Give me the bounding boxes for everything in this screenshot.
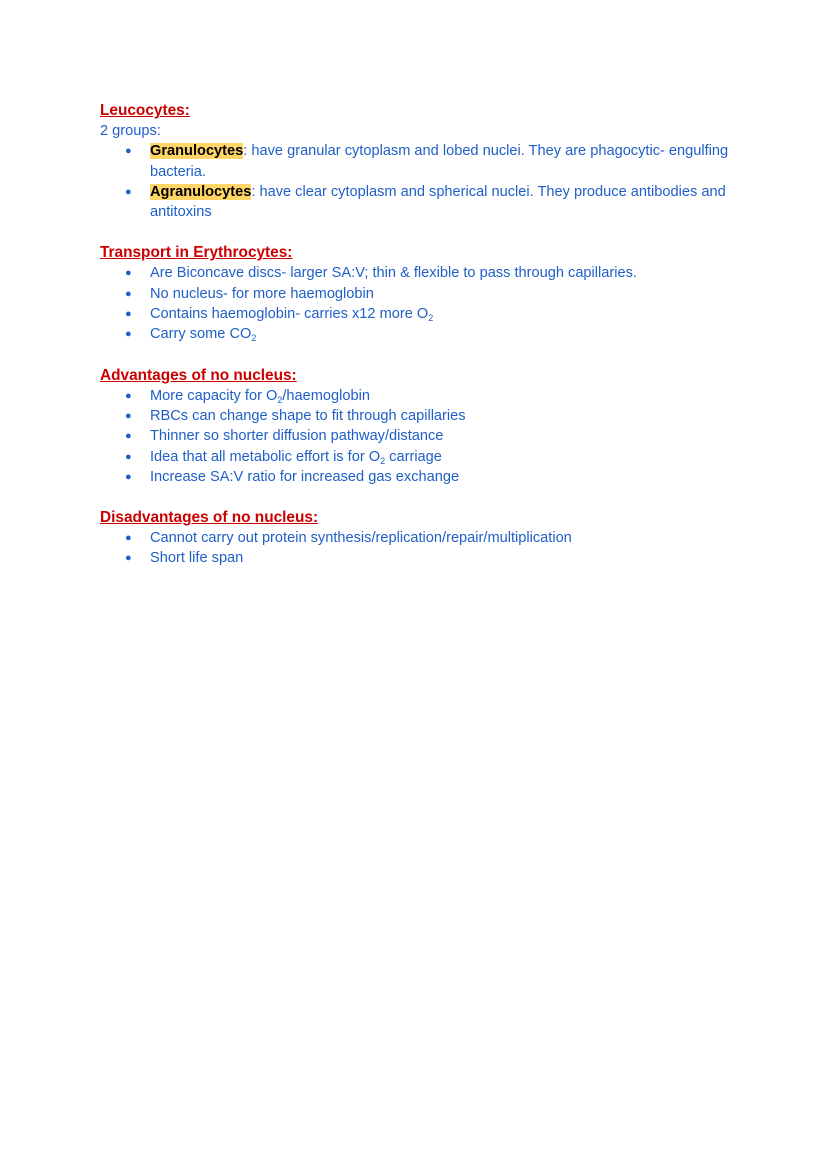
item-text: More capacity for O bbox=[150, 387, 278, 404]
list-item bbox=[125, 386, 740, 406]
transport-list bbox=[100, 263, 740, 344]
list-item bbox=[125, 304, 740, 324]
list-item bbox=[125, 447, 740, 467]
bullet-icon: ● bbox=[125, 552, 132, 565]
disadvantages-list bbox=[100, 528, 740, 569]
item-text: RBCs can change shape to fit through capillaries bbox=[150, 407, 466, 424]
item-text: Thinner so shorter diffusion pathway/distance bbox=[150, 428, 444, 445]
list-item bbox=[125, 528, 740, 548]
item-text: Short life span bbox=[150, 550, 244, 567]
section-leucocytes bbox=[100, 100, 740, 222]
item-text: Increase SA:V ratio for increased gas exchange bbox=[150, 468, 460, 485]
document-page bbox=[100, 100, 740, 589]
leucocytes-intro: 2 groups: bbox=[100, 123, 161, 139]
bullet-icon: ● bbox=[125, 267, 132, 280]
list-item bbox=[125, 324, 740, 344]
bullet-icon: ● bbox=[125, 145, 132, 158]
bullet-icon: ● bbox=[125, 450, 132, 463]
bullet-icon: ● bbox=[125, 430, 132, 443]
leucocytes-list bbox=[100, 141, 740, 222]
item-text: Cannot carry out protein synthesis/replication/repair/multiplication bbox=[150, 530, 572, 547]
highlighted-term: Agranulocytes bbox=[150, 183, 252, 200]
bullet-icon: ● bbox=[125, 389, 132, 402]
list-item bbox=[125, 548, 740, 568]
subscript: 2 bbox=[251, 333, 257, 344]
item-text: Are Biconcave discs- larger SA:V; thin & flexible to pass through capillaries. bbox=[150, 265, 637, 282]
list-item bbox=[125, 284, 740, 304]
bullet-icon: ● bbox=[125, 470, 132, 483]
section-transport-erythrocytes bbox=[100, 242, 740, 344]
heading-advantages: Advantages of no nucleus: bbox=[100, 366, 297, 384]
bullet-icon: ● bbox=[125, 287, 132, 300]
bullet-icon: ● bbox=[125, 328, 132, 341]
section-disadvantages bbox=[100, 507, 740, 569]
list-item-agranulocytes bbox=[125, 182, 740, 223]
bullet-icon: ● bbox=[125, 308, 132, 321]
subscript: 2 bbox=[277, 394, 283, 405]
list-item bbox=[125, 263, 740, 283]
item-text: Contains haemoglobin- carries x12 more O bbox=[150, 306, 429, 323]
item-text: : have clear cytoplasm and spherical nuclei. They produce antibodies and antitoxins bbox=[150, 183, 726, 221]
item-text: Idea that all metabolic effort is for O bbox=[150, 448, 381, 465]
item-text: Carry some CO bbox=[150, 326, 252, 343]
heading-transport: Transport in Erythrocytes: bbox=[100, 244, 293, 262]
list-item bbox=[125, 467, 740, 487]
item-text-post: carriage bbox=[385, 448, 442, 465]
highlighted-term: Granulocytes bbox=[150, 143, 244, 160]
heading-leucocytes: Leucocytes: bbox=[100, 102, 190, 119]
bullet-icon: ● bbox=[125, 409, 132, 422]
list-item bbox=[125, 426, 740, 446]
list-item bbox=[125, 406, 740, 426]
item-text: : have granular cytoplasm and lobed nuclei. They are phagocytic- engulfing bacteria. bbox=[150, 143, 729, 180]
item-text-post: /haemoglobin bbox=[282, 387, 370, 404]
list-item-granulocytes bbox=[125, 141, 740, 182]
bullet-icon: ● bbox=[125, 185, 132, 198]
heading-disadvantages: Disadvantages of no nucleus: bbox=[100, 509, 319, 527]
subscript: 2 bbox=[428, 313, 434, 324]
advantages-list bbox=[100, 386, 740, 487]
item-text: No nucleus- for more haemoglobin bbox=[150, 285, 374, 302]
subscript: 2 bbox=[380, 455, 386, 466]
bullet-icon: ● bbox=[125, 532, 132, 545]
section-advantages bbox=[100, 365, 740, 487]
